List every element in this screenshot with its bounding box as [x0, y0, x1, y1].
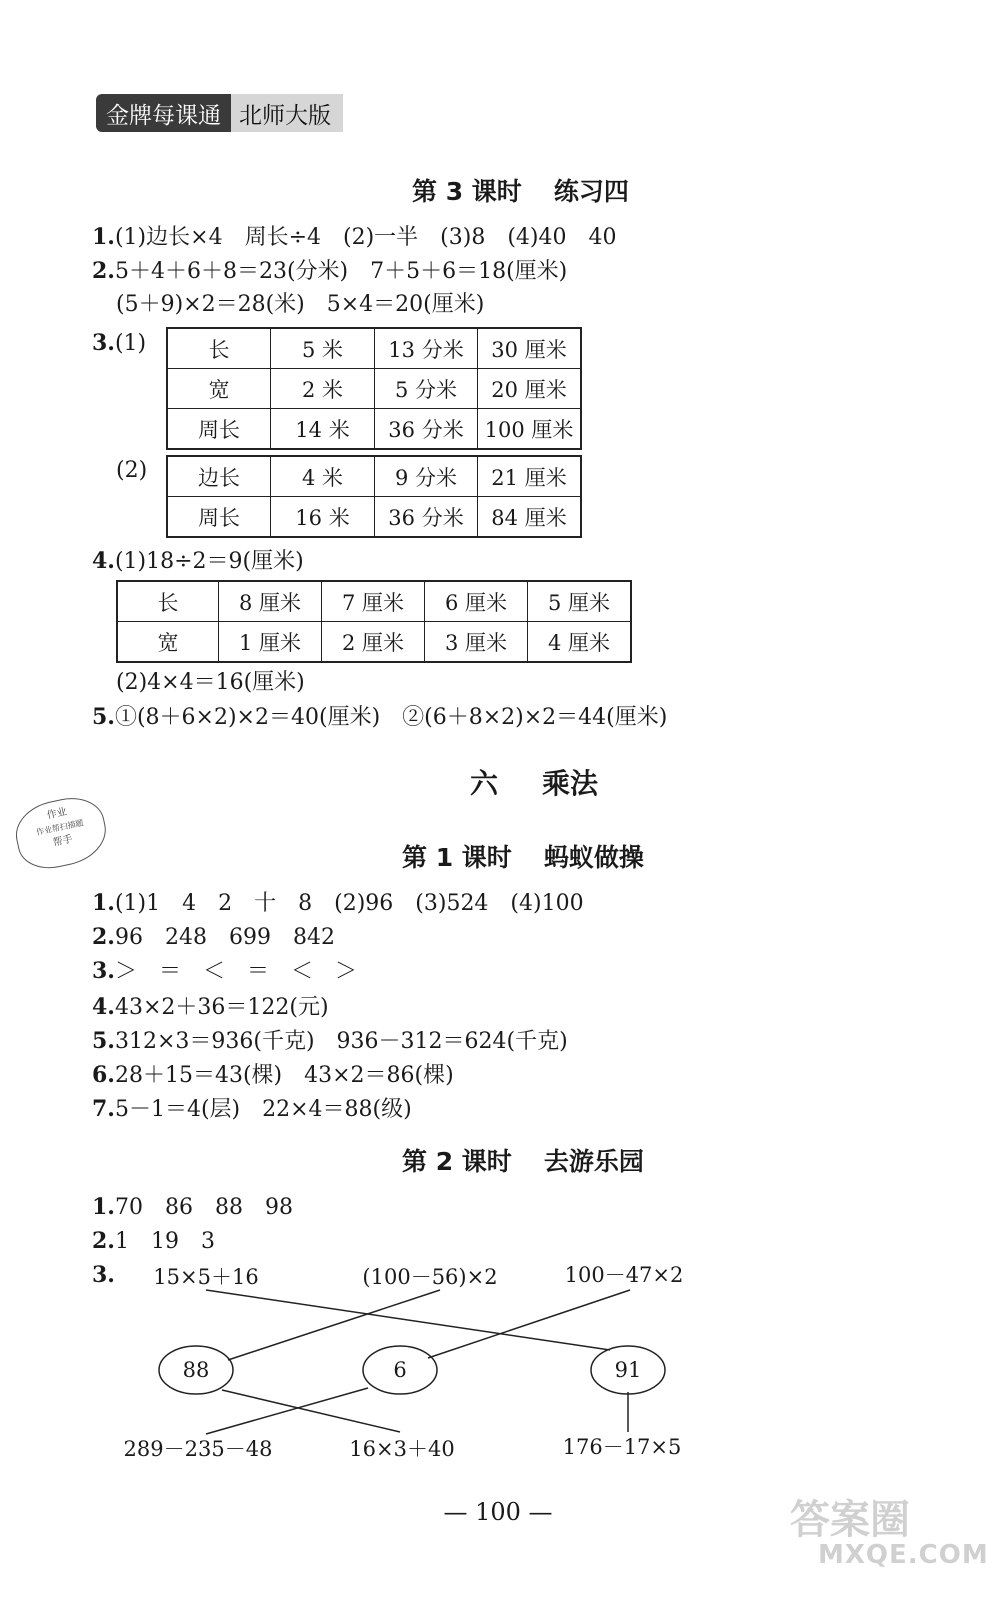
q-number: 5.: [92, 704, 115, 730]
lesson2-title-b: 去游乐园: [543, 1147, 644, 1176]
result-value: 91: [614, 1358, 642, 1382]
bottom-expression: 176－17×5: [562, 1435, 682, 1459]
q-answer: 312×3＝936(千克) 936－312＝624(千克): [114, 1029, 568, 1054]
top-expression: 15×5＋16: [153, 1265, 259, 1289]
q-number: 2.: [92, 924, 115, 950]
q-number: 7.: [92, 1096, 115, 1122]
lesson3-q2-line2: (5＋9)×2＝28(米) 5×4＝20(厘米): [116, 292, 485, 317]
table-cell: 2 米: [271, 369, 375, 409]
q-answer: 70 86 88 98: [114, 1195, 293, 1220]
lesson2-title-a: 第 2 课时: [402, 1147, 512, 1176]
q-number: 3.: [92, 958, 115, 984]
q-number: 4.: [92, 548, 115, 574]
watermark-url: MXQE.COM: [818, 1540, 989, 1570]
result-value: 88: [182, 1358, 210, 1382]
table-cell: 长: [117, 581, 219, 622]
stamp-line: 帮手: [51, 833, 74, 849]
lesson3-q3-part2: (2): [116, 458, 148, 483]
table-cell: 周长: [167, 409, 271, 450]
table-cell: 7 厘米: [322, 581, 425, 622]
q-answer: (1)1 4 2 十 8 (2)96 (3)524 (4)100: [114, 891, 584, 916]
lesson3-title-b: 练习四: [553, 177, 629, 206]
connector-line: [206, 1388, 368, 1434]
q-answer: 5－1＝4(层) 22×4＝88(级): [114, 1097, 412, 1122]
connector-line: [222, 1390, 400, 1432]
q-part-label: (1): [114, 331, 147, 356]
q-number: 2.: [92, 258, 115, 284]
bottom-expression: 16×3＋40: [349, 1437, 455, 1461]
table-cell: 边长: [167, 456, 271, 497]
table-cell: 4 厘米: [528, 622, 632, 663]
table-cell: 宽: [117, 622, 219, 663]
q-number: 2.: [92, 1228, 115, 1254]
table-cell: 16 米: [271, 497, 375, 538]
bottom-expression: 289－235－48: [123, 1437, 273, 1461]
table-cell: 36 分米: [375, 497, 478, 538]
table-cell: 9 分米: [375, 456, 478, 497]
table-cell: 4 米: [271, 456, 375, 497]
table-cell: 5 厘米: [528, 581, 632, 622]
q-number: 3.: [92, 1262, 115, 1288]
page-number: — 100 —: [443, 1498, 553, 1526]
q-number: 6.: [92, 1062, 115, 1088]
table-cell: 84 厘米: [478, 497, 582, 538]
lesson3-q4-line2: (2)4×4＝16(厘米): [116, 670, 305, 695]
table-cell: 长: [167, 328, 271, 369]
q-answer: 5＋4＋6＋8＝23(分米) 7＋5＋6＝18(厘米): [114, 259, 568, 284]
top-expression: (100－56)×2: [362, 1265, 498, 1289]
table-cell: 5 分米: [375, 369, 478, 409]
watermark-logo: 答案圈: [790, 1497, 910, 1543]
lesson3-title-a: 第 3 课时: [412, 177, 522, 206]
unit-title-a: 六: [470, 767, 499, 800]
edition-label: 北师大版: [231, 94, 343, 132]
table-cell: 周长: [167, 497, 271, 538]
q-number: 4.: [92, 994, 115, 1020]
q-number: 3.: [92, 330, 115, 356]
table-cell: 5 米: [271, 328, 375, 369]
q-number: 1.: [92, 1194, 115, 1220]
table-cell: 13 分米: [375, 328, 478, 369]
q-answer: ＞ ＝ ＜ ＝ ＜ ＞: [114, 959, 357, 984]
lesson1-title-b: 蚂蚁做操: [543, 843, 644, 872]
q-answer: ①(8＋6×2)×2＝40(厘米) ②(6＋8×2)×2＝44(厘米): [114, 705, 668, 730]
q-answer: 96 248 699 842: [114, 925, 335, 950]
table-cell: 宽: [167, 369, 271, 409]
table-cell: 2 厘米: [322, 622, 425, 663]
q-number: 1.: [92, 890, 115, 916]
table-cell: 8 厘米: [219, 581, 322, 622]
table-cell: 1 厘米: [219, 622, 322, 663]
top-expression: 100－47×2: [564, 1263, 684, 1287]
table-cell: 36 分米: [375, 409, 478, 450]
connector-line: [228, 1290, 440, 1360]
brand-label: 金牌每课通: [96, 94, 231, 132]
lesson1-title-a: 第 1 课时: [402, 843, 512, 872]
q-answer: 1 19 3: [114, 1229, 215, 1254]
q-answer: (1)边长×4 周长÷4 (2)一半 (3)8 (4)40 40: [114, 225, 617, 250]
table-cell: 100 厘米: [478, 409, 582, 450]
q-number: 5.: [92, 1028, 115, 1054]
table-cell: 30 厘米: [478, 328, 582, 369]
table-cell: 21 厘米: [478, 456, 582, 497]
q-number: 1.: [92, 224, 115, 250]
table-cell: 6 厘米: [425, 581, 528, 622]
unit-title-b: 乘法: [542, 767, 599, 800]
stamp-line: 作业帮扫描题: [35, 818, 85, 838]
q-answer: 28＋15＝43(棵) 43×2＝86(棵): [114, 1063, 454, 1088]
stamp-line: 作业: [46, 806, 68, 822]
connector-line: [206, 1290, 610, 1350]
result-value: 6: [393, 1358, 407, 1382]
q-answer: 43×2＋36＝122(元): [114, 995, 329, 1020]
table-cell: 3 厘米: [425, 622, 528, 663]
table-cell: 20 厘米: [478, 369, 582, 409]
q-answer: (1)18÷2＝9(厘米): [114, 549, 304, 574]
table-cell: 14 米: [271, 409, 375, 450]
